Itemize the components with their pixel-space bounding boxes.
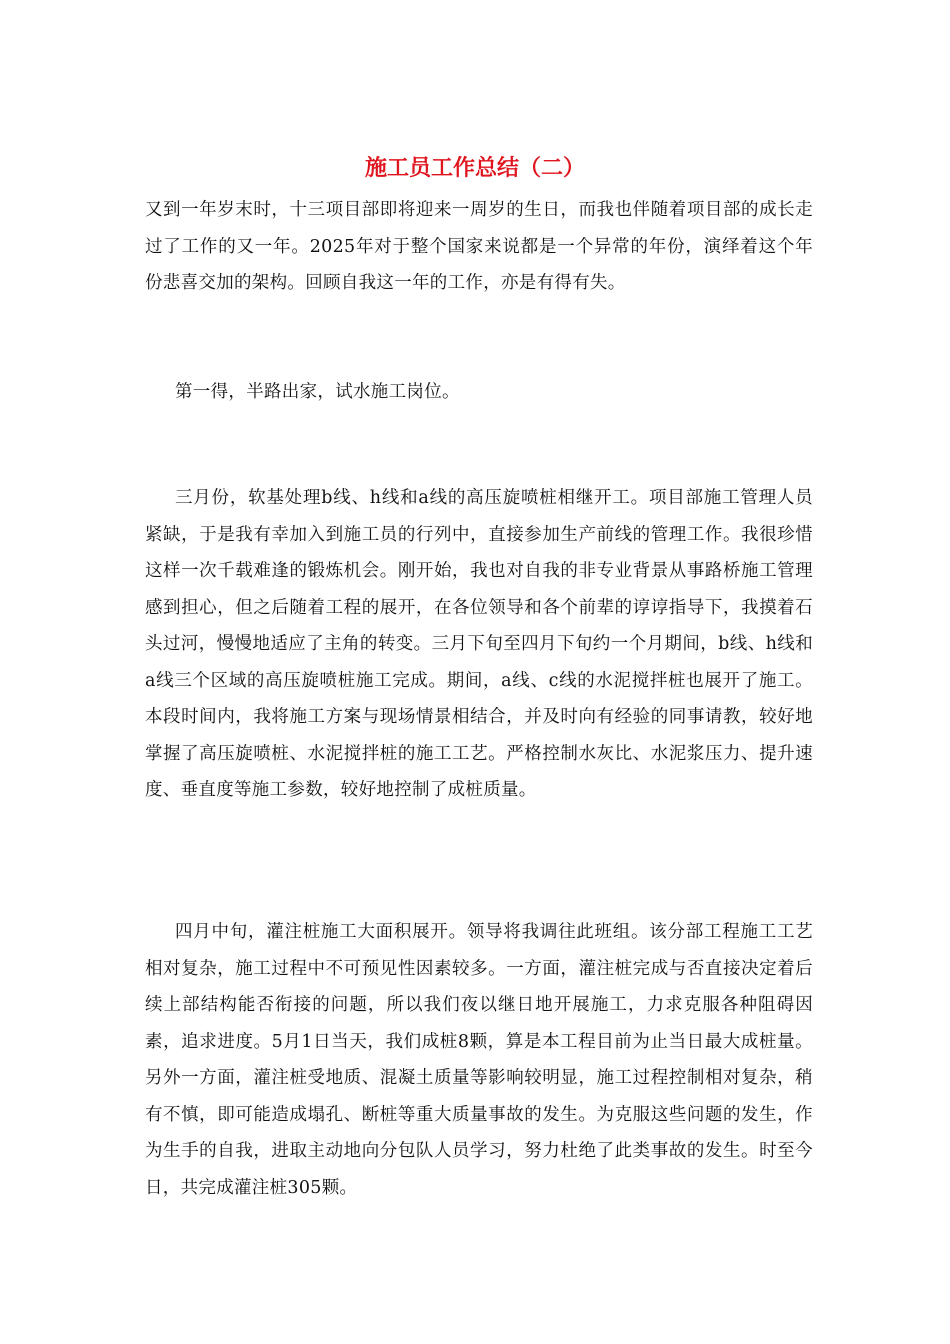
document-title: 施工员工作总结（二） bbox=[364, 155, 585, 181]
paragraph-march-work: 三月份，软基处理b线、h线和a线的高压旋喷桩相继开工。项目部施工管理人员紧缺，于是我有幸加入到施工员的行列中，直接参加生产前线的管理工作。我很珍惜这样一次千载难逢的锻炼机会。刚开始，我也对自我的非专业背景从事路桥施工管理感到担心，但之后随着工程的展开，在各位领导和各个前辈的谆谆指导下，我摸着石头过河，慢慢地适应了主角的转变。三月下旬至四月下旬约一个月期间，b线、h线和a线三个区域的高压旋喷桩施工完成。期间，a线、c线的水泥搅拌桩也展开了施工。本段时间内，我将施工方案与现场情景相结合，并及时向有经验的同事请教，较好地掌握了高压旋喷桩、水泥搅拌桩的施工工艺。严格控制水灰比、水泥浆压力、提升速度、垂直度等施工参数，较好地控制了成桩质量。 bbox=[145, 488, 813, 800]
paragraph-section-heading: 第一得，半路出家，试水施工岗位。 bbox=[175, 382, 460, 402]
paragraph-intro: 又到一年岁末时，十三项目部即将迎来一周岁的生日，而我也伴随着项目部的成长走过了工作的又一年。2025年对于整个国家来说都是一个异常的年份，演绎着这个年份悲喜交加的架构。回顾自我这一年的工作，亦是有得有失。 bbox=[145, 200, 813, 293]
paragraph-april-work: 四月中旬，灌注桩施工大面积展开。领导将我调往此班组。该分部工程施工工艺相对复杂，施工过程中不可预见性因素较多。一方面，灌注桩完成与否直接决定着后续上部结构能否衔接的问题，所以我们夜以继日地开展施工，力求克服各种阻碍因素，追求进度。5月1日当天，我们成桩8颗，算是本工程目前为止当日最大成桩量。另外一方面，灌注桩受地质、混凝土质量等影响较明显，施工过程控制相对复杂，稍有不慎，即可能造成塌孔、断桩等重大质量事故的发生。为克服这些问题的发生，作为生手的自我，进取主动地向分包队人员学习，努力杜绝了此类事故的发生。时至今日，共完成灌注桩305颗。 bbox=[145, 922, 813, 1198]
